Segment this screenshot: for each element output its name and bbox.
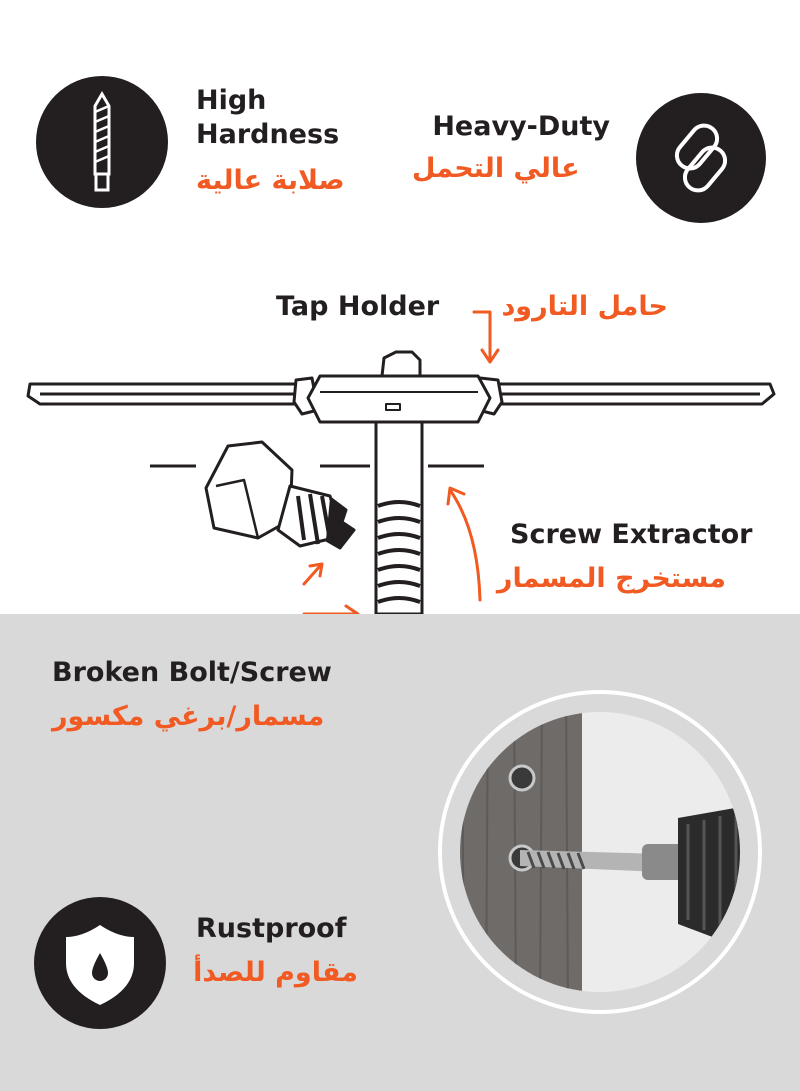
holder-knob [382,352,420,376]
broken-bolt-label: Broken Bolt/Screw [52,657,332,688]
heavy-duty-title: Heavy-Duty [432,111,610,142]
rustproof-arabic: مقاوم للصدأ [193,957,358,988]
hardness-arabic: صلابة عالية [196,165,345,196]
tap-holder-arabic: حامل التارود [501,291,668,322]
screw-extractor-label: Screw Extractor [510,519,753,550]
holder-body [308,376,490,422]
drill-photo [438,690,762,1014]
tap-holder-label: Tap Holder [276,291,440,322]
tap-holder-arrow [474,312,490,360]
screw-extractor-arabic: مستخرج المسمار [496,563,726,594]
extractor-arrow [450,490,480,600]
heavy-duty-arabic: عالي التحمل [412,153,580,184]
rustproof-title: Rustproof [196,913,347,944]
bolt-arrow-upper [304,566,320,584]
broken-bolt-arabic: مسمار/برغي مكسور [52,701,325,732]
hardness-title-line1: High [196,85,267,116]
broken-bolt-drawing [206,442,354,548]
shield-drop-icon [34,897,166,1029]
rustproof-badge [34,897,166,1029]
hardness-title-line2: Hardness [196,119,340,150]
